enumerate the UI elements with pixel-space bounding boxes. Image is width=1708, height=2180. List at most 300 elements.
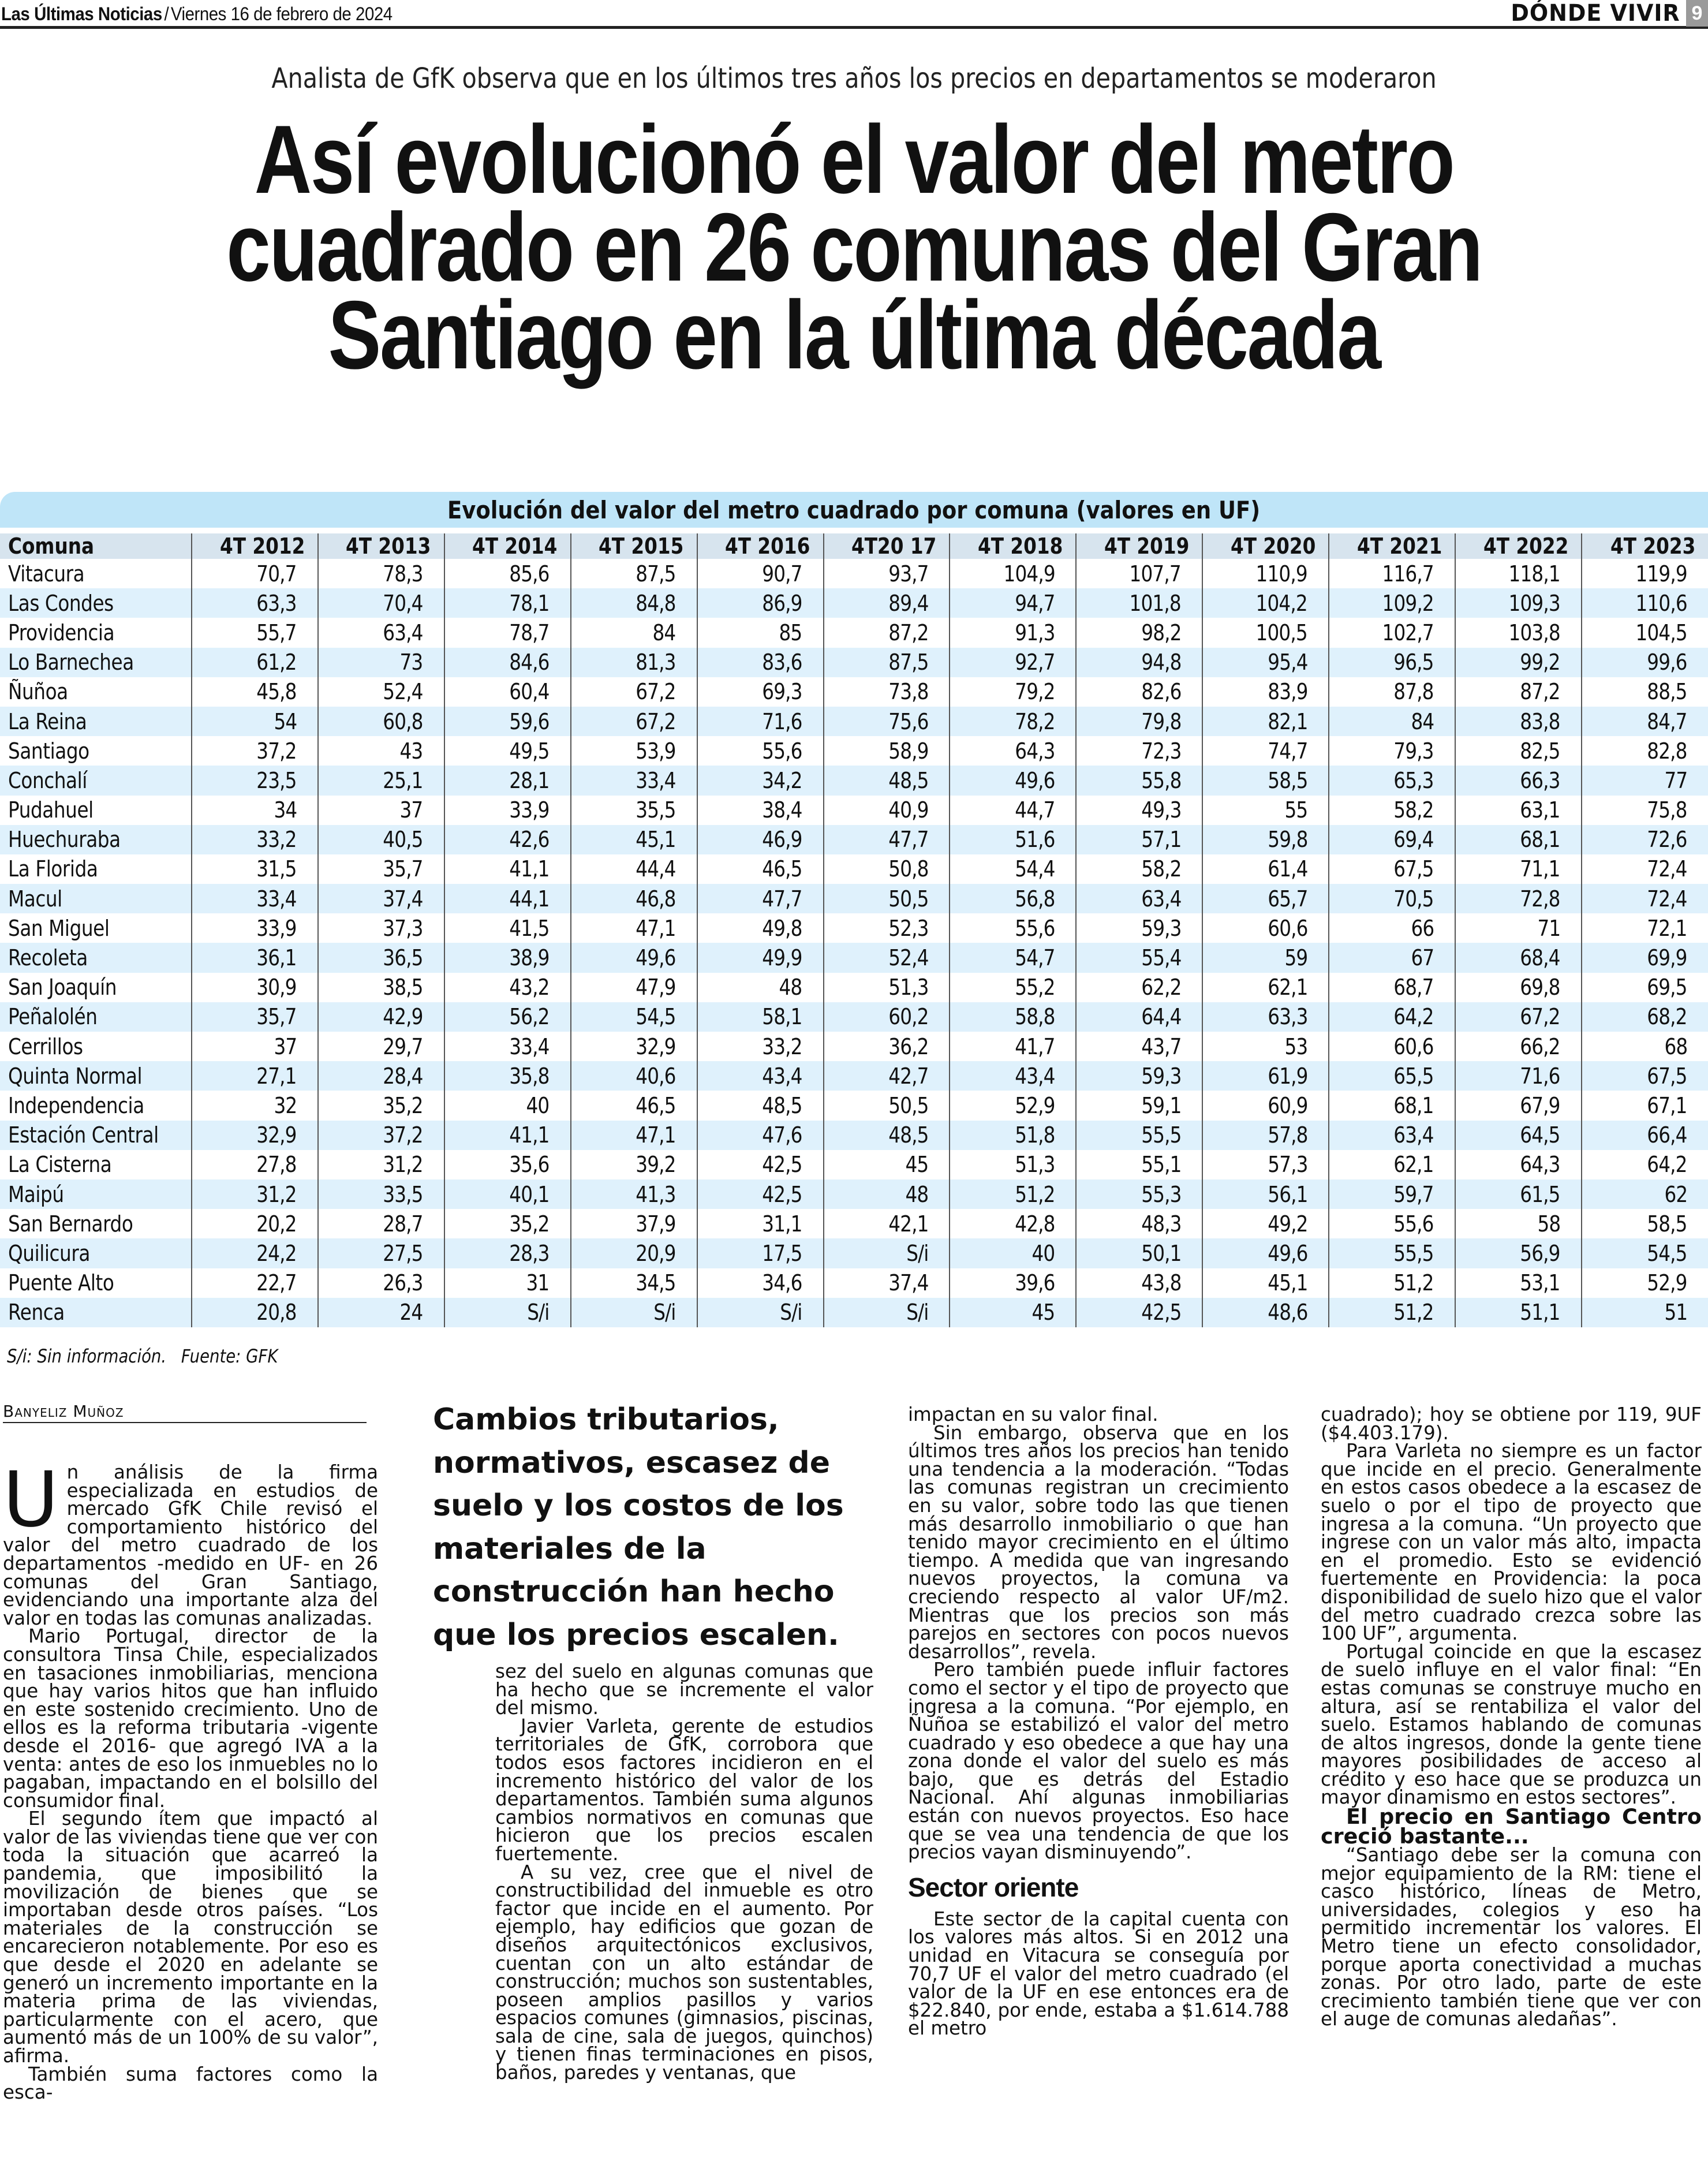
uf-value-cell bbox=[318, 1268, 444, 1298]
column-header-period bbox=[1455, 533, 1582, 559]
table-row bbox=[0, 884, 1708, 913]
uf-value-cell bbox=[1329, 1209, 1455, 1238]
uf-value: 107,7 bbox=[1130, 561, 1182, 587]
uf-value-cell bbox=[697, 559, 824, 588]
uf-value-cell bbox=[1455, 796, 1582, 825]
uf-value-cell bbox=[1455, 559, 1582, 588]
uf-value: 84 bbox=[1411, 708, 1434, 734]
uf-value: 69,4 bbox=[1393, 827, 1434, 853]
column-header-label: 4T 2022 bbox=[1483, 533, 1568, 559]
uf-value: 66 bbox=[1411, 915, 1434, 941]
uf-value: 94,8 bbox=[1141, 649, 1182, 675]
paragraph: Javier Varleta, gerente de estudios territoriales de GfK, corrobora que todos esos factores incidieron en el incremento histórico del valor de los departamentos. También suma algunos cambios normativos en comunas que hicieron que los precios escalen fuertemente. bbox=[495, 1715, 873, 1865]
uf-value: 61,5 bbox=[1520, 1181, 1560, 1207]
uf-value-cell bbox=[824, 736, 950, 766]
uf-value-cell bbox=[1455, 943, 1582, 972]
uf-value: 59,1 bbox=[1141, 1092, 1182, 1118]
uf-value: 42,7 bbox=[888, 1063, 929, 1089]
uf-value-cell bbox=[824, 1238, 950, 1268]
uf-value-cell bbox=[1202, 707, 1329, 736]
uf-value: 71 bbox=[1537, 915, 1560, 941]
uf-value: 71,6 bbox=[1520, 1063, 1560, 1089]
uf-value-cell bbox=[824, 1032, 950, 1061]
article-column-4 bbox=[1321, 1403, 1702, 2030]
uf-value-cell bbox=[824, 1179, 950, 1209]
uf-value: 104,2 bbox=[1255, 590, 1308, 616]
uf-value: 47,9 bbox=[636, 975, 676, 1001]
uf-value-cell bbox=[1202, 677, 1329, 707]
uf-value: 63,1 bbox=[1520, 797, 1560, 823]
subheading-santiago-centro: El precio en Santiago Centro creció bastante... bbox=[1321, 1804, 1702, 1849]
comuna-name-cell bbox=[0, 677, 192, 707]
uf-value: 48,5 bbox=[888, 767, 929, 793]
uf-value-cell bbox=[1582, 884, 1708, 913]
comuna-name-cell bbox=[0, 1209, 192, 1238]
uf-value: 55,5 bbox=[1141, 1122, 1182, 1148]
uf-value: 47,6 bbox=[762, 1122, 802, 1148]
uf-value: 37,2 bbox=[383, 1122, 423, 1148]
uf-value-cell bbox=[1582, 1032, 1708, 1061]
table-row bbox=[0, 766, 1708, 795]
uf-value-cell bbox=[950, 825, 1076, 854]
paragraph: Portugal coincide en que la escasez de suelo influye en el valor final: “En estas comunas se construye mucho en altura, así se rentabiliza el valor del suelo. Estamos hablando de comunas de altos ingresos, donde la gente tiene mayores posibilidades de acceso al crédito y eso hace que se produzca un mayor dinamismo en estos sectores”. bbox=[1321, 1640, 1702, 1809]
comuna-name: Puente Alto bbox=[8, 1270, 114, 1296]
byline: Banyeliz Muñoz bbox=[3, 1402, 367, 1423]
uf-value: 62 bbox=[1664, 1181, 1687, 1207]
uf-value-cell bbox=[1202, 1209, 1329, 1238]
drop-cap: U bbox=[3, 1455, 59, 1544]
uf-value-cell bbox=[824, 1209, 950, 1238]
uf-value: 40,6 bbox=[636, 1063, 676, 1089]
uf-value: 59,6 bbox=[509, 708, 550, 734]
uf-value-cell bbox=[1202, 1268, 1329, 1298]
uf-value: 33,5 bbox=[383, 1181, 423, 1207]
comuna-name: Macul bbox=[8, 886, 62, 912]
uf-value: 72,3 bbox=[1141, 738, 1182, 764]
uf-value: 42,5 bbox=[762, 1181, 802, 1207]
uf-value: 82,1 bbox=[1267, 708, 1308, 734]
uf-value-cell bbox=[1202, 796, 1329, 825]
uf-value: 79,3 bbox=[1393, 738, 1434, 764]
uf-value-cell bbox=[192, 796, 318, 825]
uf-value: 58 bbox=[1537, 1211, 1560, 1237]
uf-value-cell bbox=[697, 973, 824, 1002]
uf-value-cell bbox=[1202, 1091, 1329, 1120]
uf-value-cell bbox=[697, 1032, 824, 1061]
uf-value: 93,7 bbox=[888, 561, 929, 587]
uf-value-cell bbox=[1329, 1032, 1455, 1061]
uf-value: 58,1 bbox=[762, 1004, 802, 1030]
uf-value: 46,5 bbox=[762, 856, 802, 882]
table-row bbox=[0, 677, 1708, 707]
uf-value: 55 bbox=[1284, 797, 1308, 823]
comuna-name: La Reina bbox=[8, 708, 87, 734]
uf-value-cell bbox=[1202, 854, 1329, 884]
uf-value-cell bbox=[1455, 707, 1582, 736]
uf-value-cell bbox=[1329, 766, 1455, 795]
uf-value-cell bbox=[571, 766, 697, 795]
uf-value-cell bbox=[697, 1091, 824, 1120]
uf-value-cell bbox=[318, 913, 444, 943]
uf-value-cell bbox=[824, 1268, 950, 1298]
uf-value-cell bbox=[1202, 884, 1329, 913]
comuna-name: Las Condes bbox=[8, 590, 114, 616]
uf-value: 63,4 bbox=[383, 619, 423, 645]
uf-value-cell bbox=[950, 943, 1076, 972]
uf-value: 95,4 bbox=[1267, 649, 1308, 675]
uf-value: 26,3 bbox=[383, 1270, 423, 1296]
uf-value-cell bbox=[697, 1268, 824, 1298]
uf-value-cell bbox=[697, 884, 824, 913]
uf-value-cell bbox=[571, 1268, 697, 1298]
paragraph: Para Varleta no siempre es un factor que incide en el precio. Generalmente en estos casos obedece a la escasez de suelo o por el tipo de proyecto que ingresa a la comuna. “Un proyecto que ingrese con un valor más alto, impacta en el promedio. Esto se evidenció fuertemente en Providencia: la poca disponibilidad de suelo hizo que el valor del metro cuadrado crezca sobre las 100 UF”, argumenta. bbox=[1321, 1440, 1702, 1645]
uf-value: 73,8 bbox=[888, 679, 929, 705]
uf-value-cell bbox=[697, 618, 824, 647]
table-row bbox=[0, 1061, 1708, 1091]
uf-value-cell bbox=[1582, 1002, 1708, 1032]
uf-value-cell bbox=[444, 559, 571, 588]
uf-value: 46,5 bbox=[636, 1092, 676, 1118]
uf-value: 103,8 bbox=[1508, 619, 1560, 645]
uf-value: 40 bbox=[526, 1092, 550, 1118]
table-row bbox=[0, 559, 1708, 588]
comuna-name: Recoleta bbox=[8, 945, 88, 971]
uf-value-cell bbox=[950, 766, 1076, 795]
comuna-name-cell bbox=[0, 854, 192, 884]
uf-value-cell bbox=[1582, 766, 1708, 795]
comuna-name: Quilicura bbox=[8, 1240, 90, 1266]
uf-value-cell bbox=[571, 943, 697, 972]
table-row bbox=[0, 707, 1708, 736]
uf-value: 66,4 bbox=[1647, 1122, 1687, 1148]
uf-value-cell bbox=[192, 1121, 318, 1150]
uf-value-cell bbox=[318, 736, 444, 766]
uf-value-cell bbox=[318, 884, 444, 913]
uf-value-cell bbox=[1455, 1150, 1582, 1179]
uf-value: 58,5 bbox=[1267, 767, 1308, 793]
uf-value: 41,5 bbox=[509, 915, 550, 941]
uf-value: 79,2 bbox=[1015, 679, 1055, 705]
uf-value-cell bbox=[1076, 1209, 1202, 1238]
uf-value: 25,1 bbox=[383, 767, 423, 793]
headline-line: Santiago en la última década bbox=[328, 281, 1380, 389]
comuna-name: San Joaquín bbox=[8, 975, 117, 1001]
table-row bbox=[0, 1002, 1708, 1032]
uf-value-cell bbox=[318, 588, 444, 618]
uf-value: 72,8 bbox=[1520, 886, 1560, 912]
comuna-name-cell bbox=[0, 707, 192, 736]
uf-value-cell bbox=[1076, 854, 1202, 884]
uf-value-cell bbox=[1455, 1121, 1582, 1150]
column-header-period bbox=[1582, 533, 1708, 559]
uf-value-cell bbox=[1329, 677, 1455, 707]
comuna-name-cell bbox=[0, 1091, 192, 1120]
uf-value: 58,2 bbox=[1141, 856, 1182, 882]
uf-value-cell bbox=[318, 1032, 444, 1061]
uf-value: 84 bbox=[652, 619, 676, 645]
uf-value: 34,2 bbox=[762, 767, 802, 793]
uf-value-cell bbox=[1329, 796, 1455, 825]
uf-value: 51,1 bbox=[1520, 1300, 1560, 1326]
uf-value-cell bbox=[1455, 1091, 1582, 1120]
uf-value: 40 bbox=[1031, 1240, 1055, 1266]
uf-value-cell bbox=[1202, 1298, 1329, 1327]
uf-value: 20,2 bbox=[256, 1211, 297, 1237]
comuna-name-cell bbox=[0, 1238, 192, 1268]
uf-value: 52,4 bbox=[383, 679, 423, 705]
uf-value-cell bbox=[318, 1150, 444, 1179]
uf-value: 17,5 bbox=[762, 1240, 802, 1266]
uf-value: 58,9 bbox=[888, 738, 929, 764]
uf-value-cell bbox=[192, 1238, 318, 1268]
uf-value-cell bbox=[192, 1061, 318, 1091]
uf-value: 59,8 bbox=[1267, 827, 1308, 853]
uf-value: 67,2 bbox=[636, 679, 676, 705]
uf-value: 90,7 bbox=[762, 561, 802, 587]
uf-value: 42,1 bbox=[888, 1211, 929, 1237]
uf-value: 60,2 bbox=[888, 1004, 929, 1030]
uf-value-cell bbox=[1329, 1150, 1455, 1179]
uf-value-cell bbox=[444, 825, 571, 854]
uf-value-cell bbox=[444, 648, 571, 677]
uf-value-cell bbox=[824, 559, 950, 588]
uf-value: 70,5 bbox=[1393, 886, 1434, 912]
uf-value: 59,3 bbox=[1141, 1063, 1182, 1089]
uf-value-cell bbox=[1329, 1268, 1455, 1298]
uf-value-cell bbox=[1455, 913, 1582, 943]
uf-value-cell bbox=[444, 588, 571, 618]
uf-value: 70,7 bbox=[256, 561, 297, 587]
uf-value-cell bbox=[824, 648, 950, 677]
uf-value-cell bbox=[1455, 766, 1582, 795]
uf-value: 110,6 bbox=[1635, 590, 1687, 616]
uf-value: S/i bbox=[653, 1300, 676, 1326]
footnote-si: S/i: Sin información. bbox=[7, 1345, 167, 1367]
uf-value-cell bbox=[318, 1002, 444, 1032]
uf-value: 28,1 bbox=[509, 767, 550, 793]
uf-value: 64,4 bbox=[1141, 1004, 1182, 1030]
uf-value: 75,6 bbox=[888, 708, 929, 734]
uf-value: 56,1 bbox=[1267, 1181, 1308, 1207]
comuna-name-cell bbox=[0, 1002, 192, 1032]
uf-value: 83,6 bbox=[762, 649, 802, 675]
uf-value: 49,5 bbox=[509, 738, 550, 764]
uf-value: 51,2 bbox=[1393, 1270, 1434, 1296]
uf-value: 71,1 bbox=[1520, 856, 1560, 882]
uf-value-cell bbox=[1202, 1032, 1329, 1061]
uf-value-cell bbox=[318, 796, 444, 825]
uf-value-cell bbox=[1076, 1150, 1202, 1179]
uf-value-cell bbox=[1455, 677, 1582, 707]
uf-value: 37,4 bbox=[888, 1270, 929, 1296]
uf-value: 48,5 bbox=[888, 1122, 929, 1148]
comuna-name: Renca bbox=[8, 1300, 65, 1326]
uf-value: 32 bbox=[274, 1092, 297, 1118]
publication-date: Viernes 16 de febrero de 2024 bbox=[170, 3, 393, 24]
uf-value: 40,5 bbox=[383, 827, 423, 853]
uf-value: 49,6 bbox=[1015, 767, 1055, 793]
uf-value-cell bbox=[571, 559, 697, 588]
uf-value: 57,3 bbox=[1267, 1152, 1308, 1178]
uf-value-cell bbox=[950, 796, 1076, 825]
uf-value: 101,8 bbox=[1130, 590, 1182, 616]
uf-value: 49,6 bbox=[1267, 1240, 1308, 1266]
uf-value-cell bbox=[1455, 1179, 1582, 1209]
uf-value-cell bbox=[1202, 825, 1329, 854]
uf-value: 64,5 bbox=[1520, 1122, 1560, 1148]
comuna-name-cell bbox=[0, 796, 192, 825]
uf-value: 56,9 bbox=[1520, 1240, 1560, 1266]
uf-value-cell bbox=[192, 973, 318, 1002]
uf-value-cell bbox=[950, 854, 1076, 884]
uf-value: 74,7 bbox=[1267, 738, 1308, 764]
comuna-name-cell bbox=[0, 1121, 192, 1150]
uf-value: 35,7 bbox=[383, 856, 423, 882]
uf-value: 55,7 bbox=[256, 619, 297, 645]
uf-value-cell bbox=[1329, 1091, 1455, 1120]
uf-value-cell bbox=[192, 1032, 318, 1061]
uf-value-cell bbox=[697, 677, 824, 707]
uf-value-cell bbox=[1455, 1032, 1582, 1061]
uf-value-cell bbox=[824, 1091, 950, 1120]
uf-value-cell bbox=[1582, 736, 1708, 766]
uf-value: 51,2 bbox=[1015, 1181, 1055, 1207]
headline bbox=[154, 105, 1554, 389]
uf-value-cell bbox=[444, 973, 571, 1002]
uf-value: 87,2 bbox=[888, 619, 929, 645]
comuna-name-cell bbox=[0, 973, 192, 1002]
uf-value: 64,2 bbox=[1647, 1152, 1687, 1178]
uf-value-cell bbox=[1202, 766, 1329, 795]
uf-value: 52,4 bbox=[888, 945, 929, 971]
table-row bbox=[0, 825, 1708, 854]
uf-value-cell bbox=[318, 559, 444, 588]
uf-value: 67,5 bbox=[1393, 856, 1434, 882]
uf-value-cell bbox=[444, 1268, 571, 1298]
uf-value: 87,5 bbox=[636, 561, 676, 587]
uf-value-cell bbox=[697, 943, 824, 972]
comuna-name: La Florida bbox=[8, 856, 98, 882]
uf-value-cell bbox=[571, 1091, 697, 1120]
uf-value: 33,2 bbox=[256, 827, 297, 853]
uf-value-cell bbox=[192, 943, 318, 972]
uf-value-cell bbox=[1202, 736, 1329, 766]
uf-value-cell bbox=[318, 1238, 444, 1268]
uf-value: 53,9 bbox=[636, 738, 676, 764]
uf-value-cell bbox=[1582, 588, 1708, 618]
uf-value: 56,8 bbox=[1015, 886, 1055, 912]
uf-value-cell bbox=[444, 766, 571, 795]
uf-value: 47,7 bbox=[888, 827, 929, 853]
uf-value-cell bbox=[571, 1150, 697, 1179]
table-row bbox=[0, 854, 1708, 884]
uf-value: 66,3 bbox=[1520, 767, 1560, 793]
uf-value-cell bbox=[950, 1298, 1076, 1327]
uf-value: 118,1 bbox=[1508, 561, 1560, 587]
uf-value: 42,6 bbox=[509, 827, 550, 853]
uf-value: 67,2 bbox=[1520, 1004, 1560, 1030]
uf-value-cell bbox=[1076, 973, 1202, 1002]
uf-value-cell bbox=[1329, 1238, 1455, 1268]
uf-value: 27,5 bbox=[383, 1240, 423, 1266]
uf-value: 46,9 bbox=[762, 827, 802, 853]
uf-value: 70,4 bbox=[383, 590, 423, 616]
price-per-m2-table bbox=[0, 533, 1708, 1327]
publication-info bbox=[1, 3, 393, 25]
uf-value-cell bbox=[192, 1209, 318, 1238]
uf-value-cell bbox=[1455, 648, 1582, 677]
uf-value: 48 bbox=[779, 975, 802, 1001]
uf-value-cell bbox=[1582, 1298, 1708, 1327]
uf-value-cell bbox=[1329, 736, 1455, 766]
uf-value: 54,7 bbox=[1015, 945, 1055, 971]
column-header-label: 4T 2014 bbox=[472, 533, 558, 559]
uf-value: 22,7 bbox=[256, 1270, 297, 1296]
uf-value-cell bbox=[192, 618, 318, 647]
uf-value: 35,2 bbox=[383, 1092, 423, 1118]
paragraph: También suma factores como la esca- bbox=[3, 2063, 378, 2104]
uf-value: S/i bbox=[527, 1300, 550, 1326]
uf-value-cell bbox=[192, 559, 318, 588]
uf-value-cell bbox=[697, 1298, 824, 1327]
uf-value: 68,2 bbox=[1647, 1004, 1687, 1030]
uf-value-cell bbox=[318, 1121, 444, 1150]
table-row bbox=[0, 1268, 1708, 1298]
uf-value: 31 bbox=[526, 1270, 550, 1296]
uf-value-cell bbox=[192, 913, 318, 943]
uf-value-cell bbox=[571, 796, 697, 825]
price-table-section bbox=[0, 492, 1708, 1327]
masthead bbox=[0, 0, 1708, 29]
uf-value-cell bbox=[444, 736, 571, 766]
uf-value: 55,2 bbox=[1015, 975, 1055, 1001]
comuna-name: Santiago bbox=[8, 738, 89, 764]
uf-value-cell bbox=[697, 736, 824, 766]
uf-value: 41,3 bbox=[636, 1181, 676, 1207]
uf-value-cell bbox=[571, 736, 697, 766]
uf-value: 87,8 bbox=[1393, 679, 1434, 705]
uf-value: 61,4 bbox=[1267, 856, 1308, 882]
column-header-label: 4T 2019 bbox=[1104, 533, 1190, 559]
uf-value: 42,5 bbox=[1141, 1300, 1182, 1326]
uf-value-cell bbox=[950, 1091, 1076, 1120]
uf-value-cell bbox=[1329, 559, 1455, 588]
uf-value: 72,4 bbox=[1647, 856, 1687, 882]
uf-value: 54,4 bbox=[1015, 856, 1055, 882]
uf-value-cell bbox=[1582, 973, 1708, 1002]
uf-value: 43,7 bbox=[1141, 1033, 1182, 1059]
column-header-label: 4T 2023 bbox=[1610, 533, 1695, 559]
uf-value-cell bbox=[1076, 766, 1202, 795]
uf-value: 87,5 bbox=[888, 649, 929, 675]
uf-value-cell bbox=[571, 1238, 697, 1268]
comuna-name-cell bbox=[0, 559, 192, 588]
uf-value: 69,8 bbox=[1520, 975, 1560, 1001]
column-header-label: 4T 2020 bbox=[1230, 533, 1316, 559]
uf-value-cell bbox=[1202, 648, 1329, 677]
uf-value: 116,7 bbox=[1382, 561, 1434, 587]
uf-value-cell bbox=[950, 707, 1076, 736]
uf-value-cell bbox=[318, 973, 444, 1002]
uf-value-cell bbox=[950, 1150, 1076, 1179]
uf-value-cell bbox=[1455, 1209, 1582, 1238]
uf-value-cell bbox=[444, 1061, 571, 1091]
uf-value: 109,2 bbox=[1382, 590, 1434, 616]
uf-value: 60,6 bbox=[1267, 915, 1308, 941]
uf-value-cell bbox=[824, 913, 950, 943]
uf-value: 54,5 bbox=[636, 1004, 676, 1030]
uf-value-cell bbox=[571, 677, 697, 707]
